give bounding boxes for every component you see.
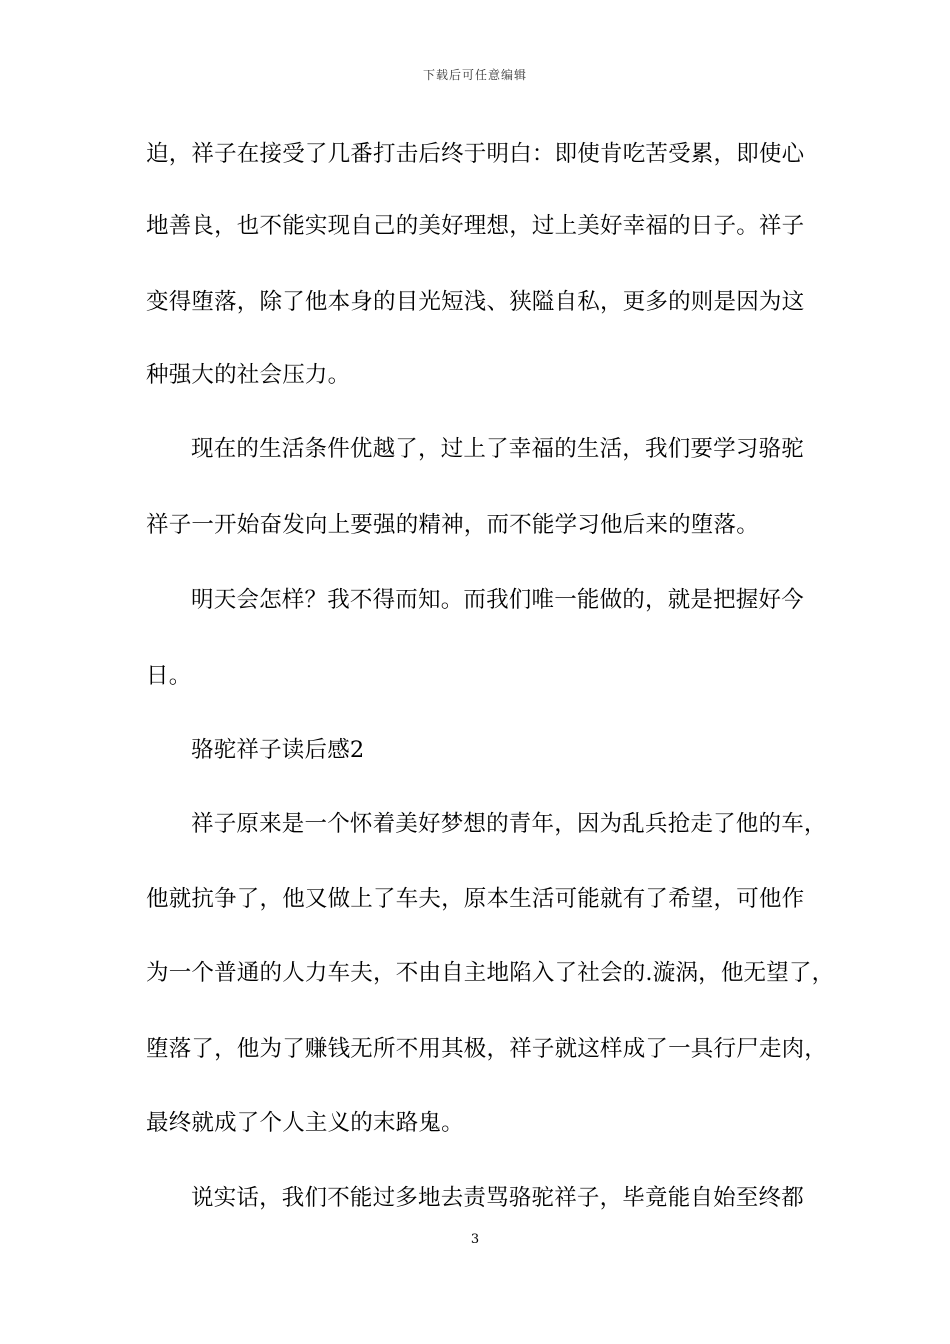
body-line: 种强大的社会压力。 <box>146 362 351 388</box>
page-header: 下载后可任意编辑 <box>422 68 527 82</box>
body-line: 祥子一开始奋发向上要强的精神，而不能学习他后来的堕落。 <box>146 512 759 538</box>
body-line: 说实话，我们不能过多地去责骂骆驼祥子，毕竟能自始至终都 <box>191 1185 804 1211</box>
body-line: 地善良，也不能实现自己的美好理想，过上美好幸福的日子。祥子 <box>146 213 805 239</box>
body-line: 变得堕落，除了他本身的目光短浅、狭隘自私，更多的则是因为这 <box>146 289 805 315</box>
body-line: 现在的生活条件优越了，过上了幸福的生活，我们要学习骆驼 <box>191 436 804 462</box>
body-line: 祥子原来是一个怀着美好梦想的青年，因为乱兵抢走了他的车， <box>191 811 827 837</box>
body-line: 迫，祥子在接受了几番打击后终于明白：即使肯吃苦受累，即使心 <box>146 141 805 167</box>
body-line: 为一个普通的人力车夫，不由自主地陷入了社会的.漩涡，他无望了， <box>146 960 835 986</box>
page-number: 3 <box>470 1232 480 1247</box>
body-line: 最终就成了个人主义的末路鬼。 <box>146 1110 464 1136</box>
body-line: 日。 <box>146 663 192 689</box>
body-line: 明天会怎样？我不得而知。而我们唯一能做的，就是把握好今 <box>191 587 804 613</box>
body-line: 他就抗争了，他又做上了车夫，原本生活可能就有了希望，可他作 <box>146 886 805 912</box>
body-line: 堕落了，他为了赚钱无所不用其极，祥子就这样成了一具行尸走肉， <box>146 1036 828 1062</box>
section-heading: 骆驼祥子读后感2 <box>191 737 365 763</box>
